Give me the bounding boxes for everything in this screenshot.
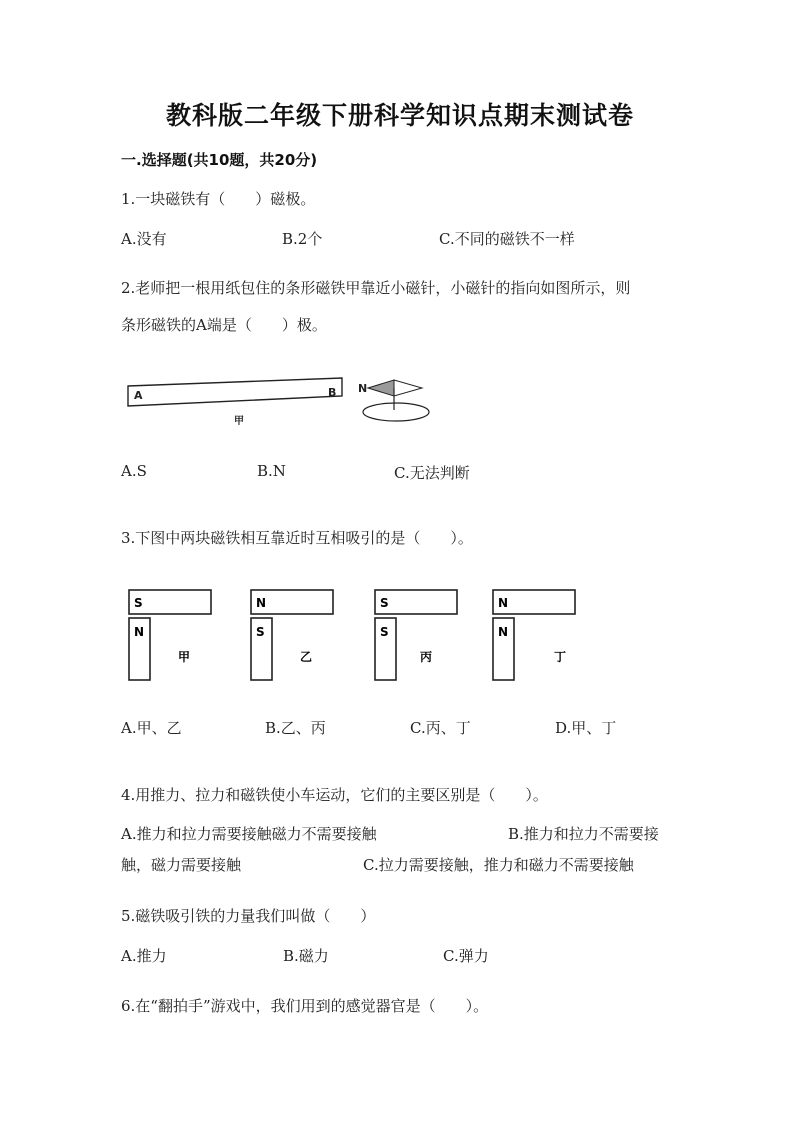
- magnet-name-label: 甲: [234, 416, 244, 427]
- question-2-figure: [120, 370, 440, 432]
- magnet-pair-yi: [251, 590, 333, 680]
- question-5-option-c[interactable]: C.弹力: [443, 947, 489, 965]
- pair-jia-label: 甲: [178, 650, 191, 664]
- question-2-option-c[interactable]: C.无法判断: [394, 464, 470, 482]
- question-2-option-b[interactable]: B.N: [257, 462, 286, 480]
- compass-needle-n-half: [368, 380, 394, 396]
- question-5-option-a[interactable]: A.推力: [121, 947, 167, 965]
- question-4-option-a[interactable]: A.推力和拉力需要接触磁力不需要接触: [121, 825, 377, 843]
- question-4-option-c[interactable]: C.拉力需要接触，推力和磁力不需要接触: [363, 856, 634, 874]
- question-3-stem: 3.下图中两块磁铁相互靠近时互相吸引的是（ ）。: [121, 529, 473, 547]
- compass-base: [363, 403, 429, 421]
- pair-ding-bottom-pole: N: [498, 625, 509, 639]
- bar-magnet-shape: [128, 378, 342, 406]
- magnet-end-a-label: A: [134, 389, 143, 402]
- pair-bing-top-pole: S: [380, 596, 389, 610]
- pair-jia-top-pole: S: [134, 596, 143, 610]
- question-3-option-c[interactable]: C.丙、丁: [410, 719, 471, 737]
- pair-bing-bottom-pole: S: [380, 625, 389, 639]
- question-2-option-a[interactable]: A.S: [121, 462, 147, 480]
- question-4-option-b-start[interactable]: B.推力和拉力不需要接: [508, 825, 659, 843]
- needle-n-label: N: [358, 382, 368, 395]
- pair-bing-label: 丙: [420, 650, 433, 664]
- question-1-option-a[interactable]: A.没有: [121, 230, 167, 248]
- question-1-option-c[interactable]: C.不同的磁铁不一样: [439, 230, 575, 248]
- question-3-figure: [120, 584, 590, 684]
- pair-yi-top-pole: N: [256, 596, 267, 610]
- question-5-option-b[interactable]: B.磁力: [283, 947, 329, 965]
- pair-yi-bottom-pole: S: [256, 625, 265, 639]
- pair-jia-bottom-pole: N: [134, 625, 145, 639]
- magnet-pair-ding: [493, 590, 575, 680]
- question-3-option-a[interactable]: A.甲、乙: [121, 719, 182, 737]
- question-1-option-b[interactable]: B.2个: [282, 230, 323, 248]
- question-4-option-b-end[interactable]: 触，磁力需要接触: [121, 856, 242, 874]
- question-2-stem-line1: 2.老师把一根用纸包住的条形磁铁甲靠近小磁针，小磁针的指向如图所示，则: [121, 279, 631, 297]
- compass-needle-s-half: [394, 380, 422, 396]
- pair-yi-label: 乙: [300, 650, 313, 664]
- question-3-option-b[interactable]: B.乙、丙: [265, 719, 326, 737]
- magnet-end-b-label: B: [328, 386, 337, 399]
- question-4-stem: 4.用推力、拉力和磁铁使小车运动，它们的主要区别是（ ）。: [121, 786, 548, 804]
- question-5-stem: 5.磁铁吸引铁的力量我们叫做（ ）: [121, 907, 376, 925]
- section-heading: 一.选择题(共10题，共20分): [121, 151, 318, 169]
- page-title: 教科版二年级下册科学知识点期末测试卷: [165, 101, 634, 130]
- magnet-pair-jia: [129, 590, 211, 680]
- question-3-option-d[interactable]: D.甲、丁: [555, 719, 617, 737]
- pair-ding-top-pole: N: [498, 596, 509, 610]
- question-6-stem: 6.在“翻拍手”游戏中，我们用到的感觉器官是（ ）。: [121, 997, 489, 1015]
- pair-ding-label: 丁: [554, 650, 567, 664]
- question-1-stem: 1.一块磁铁有（ ）磁极。: [121, 190, 316, 208]
- magnet-pair-bing: [375, 590, 457, 680]
- question-2-stem-line2: 条形磁铁的A端是（ ）极。: [121, 316, 327, 334]
